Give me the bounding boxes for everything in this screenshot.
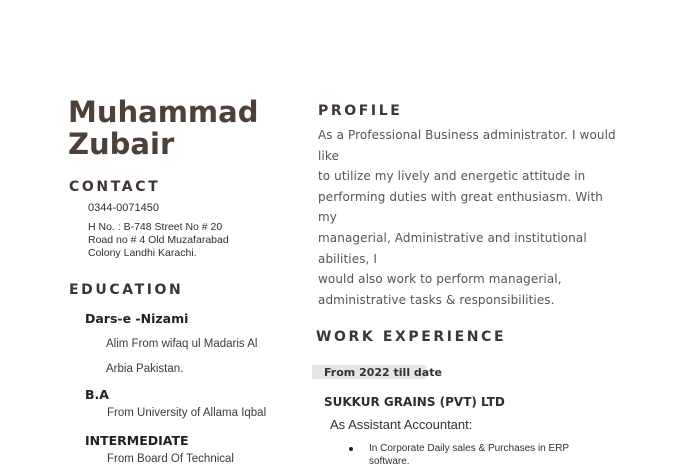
company-name: SUKKUR GRAINS (PVT) LTD <box>324 395 505 409</box>
work-date: From 2022 till date <box>324 366 442 379</box>
education-item-line: From Board Of Technical <box>107 453 234 465</box>
profile-line: As a Professional Business administrator. I would like <box>318 128 616 163</box>
work-heading: WORK EXPERIENCE <box>316 329 507 345</box>
profile-heading: PROFILE <box>318 103 403 119</box>
education-item-title: Dars-e -Nizami <box>85 311 189 326</box>
education-item-line: Arbia Pakistan. <box>106 363 184 375</box>
candidate-name <box>68 96 288 160</box>
address-line-1: H No. : B-748 Street No # 20 <box>88 221 223 233</box>
education-item-line: Alim From wifaq ul Madaris Al <box>106 338 258 350</box>
education-heading: EDUCATION <box>69 282 184 298</box>
profile-line: managerial, Administrative and institutional abilities, I <box>318 230 587 266</box>
bullet-dot <box>349 447 353 451</box>
education-item-title: INTERMEDIATE <box>85 433 189 448</box>
job-role: As Assistant Accountant: <box>330 417 473 432</box>
address-line-3: Colony Landhi Karachi. <box>88 247 197 259</box>
contact-heading: CONTACT <box>69 179 161 195</box>
profile-line: administrative tasks & responsibilities. <box>318 292 555 307</box>
name-last: Zubair <box>68 127 175 161</box>
profile-line: would also work to perform managerial, <box>318 272 562 287</box>
responsibility-line: software. <box>369 456 410 467</box>
responsibility-item <box>369 442 569 468</box>
education-item-title: B.A <box>85 387 109 402</box>
profile-line: to utilize my lively and energetic attitude in <box>318 169 586 184</box>
profile-line: performing duties with great enthusiasm. With my <box>318 189 603 225</box>
contact-address <box>88 221 229 260</box>
profile-text <box>318 125 618 310</box>
contact-phone: 0344-0071450 <box>88 202 159 214</box>
address-line-2: Road no # 4 Old Muzafarabad <box>88 234 229 246</box>
name-first: Muhammad <box>68 95 259 129</box>
responsibility-line: In Corporate Daily sales & Purchases in ERP <box>369 443 570 454</box>
education-item-line: From University of Allama Iqbal <box>107 407 267 419</box>
